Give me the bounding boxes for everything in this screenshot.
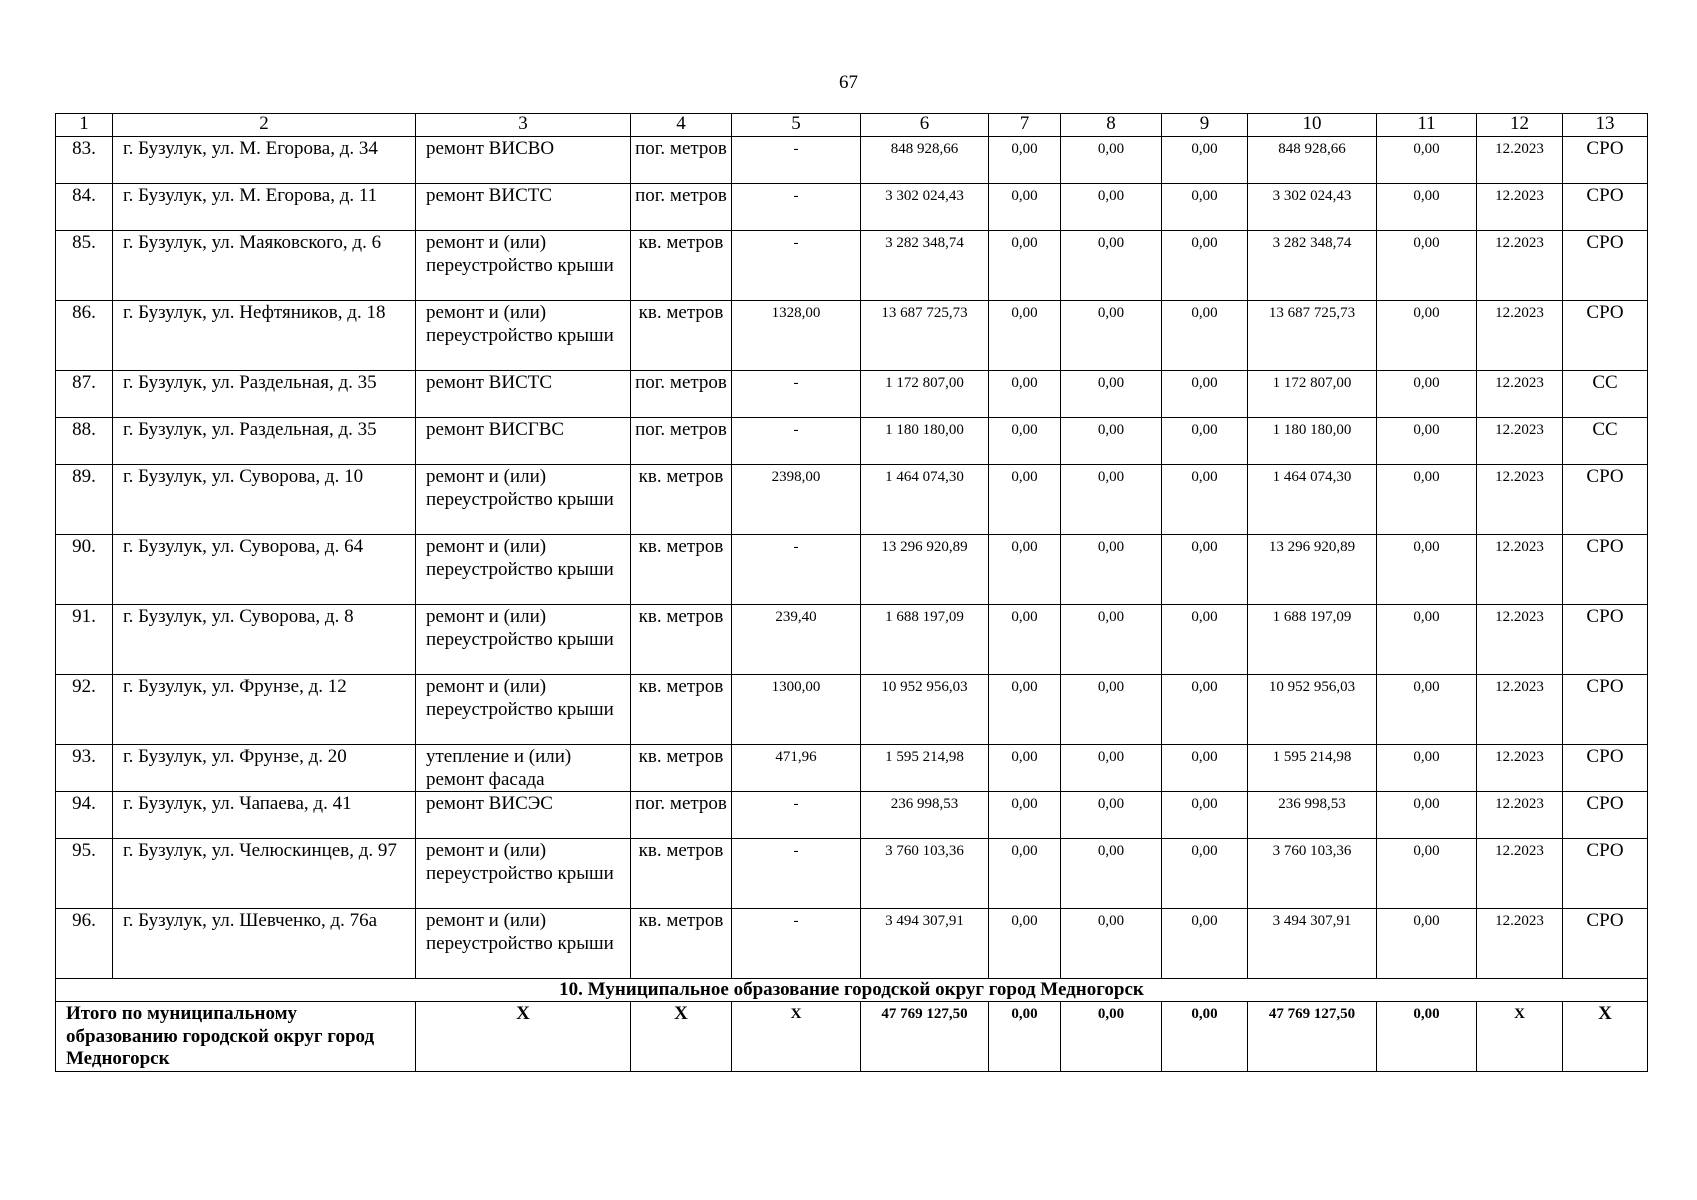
- unit-cell: пог. метров: [631, 184, 732, 231]
- federal-funds-cell: 0,00: [989, 231, 1061, 301]
- other-funds-cell: 0,00: [1377, 605, 1477, 675]
- local-funds-cell: 0,00: [1162, 301, 1248, 371]
- local-funds-cell: 0,00: [1162, 605, 1248, 675]
- regional-funds-cell: 0,00: [1061, 184, 1162, 231]
- address-cell: г. Бузулук, ул. Нефтяников, д. 18: [113, 301, 416, 371]
- total-c5-cell: X: [732, 1002, 861, 1072]
- other-funds-cell: 0,00: [1377, 418, 1477, 465]
- column-number-11: 11: [1377, 114, 1477, 137]
- unit-cell: кв. метров: [631, 605, 732, 675]
- total-c6-cell: 47 769 127,50: [861, 1002, 989, 1072]
- work-type-cell: утепление и (или) ремонт фасада: [416, 745, 631, 792]
- regional-funds-cell: 0,00: [1061, 675, 1162, 745]
- other-funds-cell: 0,00: [1377, 301, 1477, 371]
- volume-cell: 2398,00: [732, 465, 861, 535]
- address-cell: г. Бузулук, ул. Маяковского, д. 6: [113, 231, 416, 301]
- row-number-cell: 95.: [56, 839, 113, 909]
- method-cell: СРО: [1563, 137, 1648, 184]
- unit-cell: пог. метров: [631, 418, 732, 465]
- owner-funds-cell: 1 595 214,98: [1248, 745, 1377, 792]
- address-cell: г. Бузулук, ул. Суворова, д. 8: [113, 605, 416, 675]
- completion-date-cell: 12.2023: [1477, 371, 1563, 418]
- row-number-cell: 84.: [56, 184, 113, 231]
- table-row: [56, 675, 1648, 745]
- regional-funds-cell: 0,00: [1061, 231, 1162, 301]
- completion-date-cell: 12.2023: [1477, 418, 1563, 465]
- regional-funds-cell: 0,00: [1061, 605, 1162, 675]
- method-cell: СС: [1563, 371, 1648, 418]
- owner-funds-cell: 1 688 197,09: [1248, 605, 1377, 675]
- total-cost-cell: 10 952 956,03: [861, 675, 989, 745]
- column-number-9: 9: [1162, 114, 1248, 137]
- method-cell: СРО: [1563, 675, 1648, 745]
- column-number-3: 3: [416, 114, 631, 137]
- work-type-cell: ремонт ВИСТС: [416, 184, 631, 231]
- volume-cell: 239,40: [732, 605, 861, 675]
- local-funds-cell: 0,00: [1162, 535, 1248, 605]
- row-number-cell: 93.: [56, 745, 113, 792]
- other-funds-cell: 0,00: [1377, 231, 1477, 301]
- volume-cell: -: [732, 371, 861, 418]
- row-number-cell: 86.: [56, 301, 113, 371]
- completion-date-cell: 12.2023: [1477, 792, 1563, 839]
- local-funds-cell: 0,00: [1162, 909, 1248, 979]
- repair-program-table: [55, 113, 1648, 1072]
- regional-funds-cell: 0,00: [1061, 535, 1162, 605]
- other-funds-cell: 0,00: [1377, 465, 1477, 535]
- unit-cell: кв. метров: [631, 839, 732, 909]
- column-number-7: 7: [989, 114, 1061, 137]
- other-funds-cell: 0,00: [1377, 839, 1477, 909]
- address-cell: г. Бузулук, ул. Суворова, д. 10: [113, 465, 416, 535]
- table-row: [56, 605, 1648, 675]
- volume-cell: -: [732, 535, 861, 605]
- completion-date-cell: 12.2023: [1477, 184, 1563, 231]
- total-cost-cell: 1 172 807,00: [861, 371, 989, 418]
- regional-funds-cell: 0,00: [1061, 371, 1162, 418]
- row-number-cell: 85.: [56, 231, 113, 301]
- work-type-cell: ремонт ВИСГВС: [416, 418, 631, 465]
- unit-cell: пог. метров: [631, 371, 732, 418]
- completion-date-cell: 12.2023: [1477, 301, 1563, 371]
- total-cost-cell: 3 494 307,91: [861, 909, 989, 979]
- local-funds-cell: 0,00: [1162, 675, 1248, 745]
- method-cell: СРО: [1563, 745, 1648, 792]
- work-type-cell: ремонт ВИСЭС: [416, 792, 631, 839]
- regional-funds-cell: 0,00: [1061, 465, 1162, 535]
- federal-funds-cell: 0,00: [989, 745, 1061, 792]
- regional-funds-cell: 0,00: [1061, 792, 1162, 839]
- column-number-row: [56, 114, 1648, 137]
- federal-funds-cell: 0,00: [989, 184, 1061, 231]
- total-cost-cell: 1 688 197,09: [861, 605, 989, 675]
- address-cell: г. Бузулук, ул. Раздельная, д. 35: [113, 418, 416, 465]
- method-cell: СРО: [1563, 465, 1648, 535]
- total-cost-cell: 1 595 214,98: [861, 745, 989, 792]
- owner-funds-cell: 3 302 024,43: [1248, 184, 1377, 231]
- table-row: [56, 418, 1648, 465]
- total-c13-cell: X: [1563, 1002, 1648, 1072]
- total-cost-cell: 13 687 725,73: [861, 301, 989, 371]
- completion-date-cell: 12.2023: [1477, 231, 1563, 301]
- total-cost-cell: 1 180 180,00: [861, 418, 989, 465]
- volume-cell: 1300,00: [732, 675, 861, 745]
- address-cell: г. Бузулук, ул. Чапаева, д. 41: [113, 792, 416, 839]
- owner-funds-cell: 1 180 180,00: [1248, 418, 1377, 465]
- column-number-4: 4: [631, 114, 732, 137]
- row-number-cell: 87.: [56, 371, 113, 418]
- owner-funds-cell: 10 952 956,03: [1248, 675, 1377, 745]
- total-cost-cell: 3 282 348,74: [861, 231, 989, 301]
- owner-funds-cell: 848 928,66: [1248, 137, 1377, 184]
- federal-funds-cell: 0,00: [989, 418, 1061, 465]
- table-row: [56, 745, 1648, 792]
- unit-cell: кв. метров: [631, 675, 732, 745]
- federal-funds-cell: 0,00: [989, 792, 1061, 839]
- section-heading-row: [56, 979, 1648, 1002]
- volume-cell: -: [732, 909, 861, 979]
- work-type-cell: ремонт и (или) переустройство крыши: [416, 605, 631, 675]
- volume-cell: -: [732, 792, 861, 839]
- address-cell: г. Бузулук, ул. Суворова, д. 64: [113, 535, 416, 605]
- federal-funds-cell: 0,00: [989, 839, 1061, 909]
- regional-funds-cell: 0,00: [1061, 839, 1162, 909]
- table-row: [56, 909, 1648, 979]
- unit-cell: пог. метров: [631, 792, 732, 839]
- total-cost-cell: 848 928,66: [861, 137, 989, 184]
- method-cell: СС: [1563, 418, 1648, 465]
- method-cell: СРО: [1563, 605, 1648, 675]
- total-c11-cell: 0,00: [1377, 1002, 1477, 1072]
- volume-cell: -: [732, 184, 861, 231]
- work-type-cell: ремонт и (или) переустройство крыши: [416, 535, 631, 605]
- completion-date-cell: 12.2023: [1477, 839, 1563, 909]
- total-c7-cell: 0,00: [989, 1002, 1061, 1072]
- column-number-2: 2: [113, 114, 416, 137]
- regional-funds-cell: 0,00: [1061, 137, 1162, 184]
- column-number-1: 1: [56, 114, 113, 137]
- local-funds-cell: 0,00: [1162, 418, 1248, 465]
- unit-cell: кв. метров: [631, 465, 732, 535]
- address-cell: г. Бузулук, ул. Раздельная, д. 35: [113, 371, 416, 418]
- row-number-cell: 96.: [56, 909, 113, 979]
- row-number-cell: 89.: [56, 465, 113, 535]
- unit-cell: кв. метров: [631, 745, 732, 792]
- work-type-cell: ремонт и (или) переустройство крыши: [416, 301, 631, 371]
- owner-funds-cell: 13 687 725,73: [1248, 301, 1377, 371]
- total-cost-cell: 3 760 103,36: [861, 839, 989, 909]
- local-funds-cell: 0,00: [1162, 184, 1248, 231]
- table-row: [56, 839, 1648, 909]
- unit-cell: кв. метров: [631, 909, 732, 979]
- row-number-cell: 90.: [56, 535, 113, 605]
- local-funds-cell: 0,00: [1162, 137, 1248, 184]
- other-funds-cell: 0,00: [1377, 371, 1477, 418]
- completion-date-cell: 12.2023: [1477, 605, 1563, 675]
- total-c9-cell: 0,00: [1162, 1002, 1248, 1072]
- work-type-cell: ремонт и (или) переустройство крыши: [416, 465, 631, 535]
- unit-cell: кв. метров: [631, 535, 732, 605]
- other-funds-cell: 0,00: [1377, 535, 1477, 605]
- owner-funds-cell: 3 494 307,91: [1248, 909, 1377, 979]
- row-number-cell: 91.: [56, 605, 113, 675]
- federal-funds-cell: 0,00: [989, 535, 1061, 605]
- owner-funds-cell: 1 464 074,30: [1248, 465, 1377, 535]
- table-row: [56, 465, 1648, 535]
- owner-funds-cell: 13 296 920,89: [1248, 535, 1377, 605]
- column-number-5: 5: [732, 114, 861, 137]
- table-row: [56, 535, 1648, 605]
- total-c3-cell: X: [416, 1002, 631, 1072]
- volume-cell: 471,96: [732, 745, 861, 792]
- completion-date-cell: 12.2023: [1477, 745, 1563, 792]
- completion-date-cell: 12.2023: [1477, 675, 1563, 745]
- unit-cell: пог. метров: [631, 137, 732, 184]
- method-cell: СРО: [1563, 839, 1648, 909]
- local-funds-cell: 0,00: [1162, 371, 1248, 418]
- federal-funds-cell: 0,00: [989, 371, 1061, 418]
- method-cell: СРО: [1563, 535, 1648, 605]
- total-c4-cell: X: [631, 1002, 732, 1072]
- completion-date-cell: 12.2023: [1477, 909, 1563, 979]
- table-row: [56, 137, 1648, 184]
- volume-cell: -: [732, 418, 861, 465]
- federal-funds-cell: 0,00: [989, 675, 1061, 745]
- total-cost-cell: 13 296 920,89: [861, 535, 989, 605]
- local-funds-cell: 0,00: [1162, 745, 1248, 792]
- page-number: 67: [839, 72, 858, 93]
- table-row: [56, 301, 1648, 371]
- address-cell: г. Бузулук, ул. Фрунзе, д. 12: [113, 675, 416, 745]
- method-cell: СРО: [1563, 231, 1648, 301]
- other-funds-cell: 0,00: [1377, 909, 1477, 979]
- address-cell: г. Бузулук, ул. М. Егорова, д. 34: [113, 137, 416, 184]
- completion-date-cell: 12.2023: [1477, 137, 1563, 184]
- federal-funds-cell: 0,00: [989, 465, 1061, 535]
- other-funds-cell: 0,00: [1377, 137, 1477, 184]
- other-funds-cell: 0,00: [1377, 675, 1477, 745]
- local-funds-cell: 0,00: [1162, 465, 1248, 535]
- owner-funds-cell: 236 998,53: [1248, 792, 1377, 839]
- total-row: [56, 1002, 1648, 1072]
- method-cell: СРО: [1563, 909, 1648, 979]
- local-funds-cell: 0,00: [1162, 231, 1248, 301]
- method-cell: СРО: [1563, 792, 1648, 839]
- completion-date-cell: 12.2023: [1477, 535, 1563, 605]
- column-number-6: 6: [861, 114, 989, 137]
- column-number-8: 8: [1061, 114, 1162, 137]
- completion-date-cell: 12.2023: [1477, 465, 1563, 535]
- section-heading: 10. Муниципальное образование городской округ город Медногорск: [56, 979, 1648, 1002]
- federal-funds-cell: 0,00: [989, 605, 1061, 675]
- regional-funds-cell: 0,00: [1061, 909, 1162, 979]
- regional-funds-cell: 0,00: [1061, 301, 1162, 371]
- unit-cell: кв. метров: [631, 231, 732, 301]
- table-row: [56, 371, 1648, 418]
- address-cell: г. Бузулук, ул. Челюскинцев, д. 97: [113, 839, 416, 909]
- row-number-cell: 92.: [56, 675, 113, 745]
- work-type-cell: ремонт ВИСТС: [416, 371, 631, 418]
- volume-cell: -: [732, 231, 861, 301]
- method-cell: СРО: [1563, 301, 1648, 371]
- volume-cell: 1328,00: [732, 301, 861, 371]
- federal-funds-cell: 0,00: [989, 301, 1061, 371]
- address-cell: г. Бузулук, ул. М. Егорова, д. 11: [113, 184, 416, 231]
- work-type-cell: ремонт и (или) переустройство крыши: [416, 839, 631, 909]
- row-number-cell: 88.: [56, 418, 113, 465]
- table-row: [56, 231, 1648, 301]
- regional-funds-cell: 0,00: [1061, 745, 1162, 792]
- address-cell: г. Бузулук, ул. Шевченко, д. 76а: [113, 909, 416, 979]
- total-c8-cell: 0,00: [1061, 1002, 1162, 1072]
- federal-funds-cell: 0,00: [989, 909, 1061, 979]
- owner-funds-cell: 1 172 807,00: [1248, 371, 1377, 418]
- total-c10-cell: 47 769 127,50: [1248, 1002, 1377, 1072]
- total-c12-cell: X: [1477, 1002, 1563, 1072]
- table-row: [56, 184, 1648, 231]
- owner-funds-cell: 3 282 348,74: [1248, 231, 1377, 301]
- other-funds-cell: 0,00: [1377, 792, 1477, 839]
- work-type-cell: ремонт ВИСВО: [416, 137, 631, 184]
- total-cost-cell: 1 464 074,30: [861, 465, 989, 535]
- method-cell: СРО: [1563, 184, 1648, 231]
- total-cost-cell: 3 302 024,43: [861, 184, 989, 231]
- column-number-12: 12: [1477, 114, 1563, 137]
- volume-cell: -: [732, 839, 861, 909]
- row-number-cell: 94.: [56, 792, 113, 839]
- work-type-cell: ремонт и (или) переустройство крыши: [416, 675, 631, 745]
- regional-funds-cell: 0,00: [1061, 418, 1162, 465]
- work-type-cell: ремонт и (или) переустройство крыши: [416, 231, 631, 301]
- federal-funds-cell: 0,00: [989, 137, 1061, 184]
- unit-cell: кв. метров: [631, 301, 732, 371]
- local-funds-cell: 0,00: [1162, 792, 1248, 839]
- column-number-13: 13: [1563, 114, 1648, 137]
- total-label: Итого по муниципальному образованию городской округ город Медногорск: [56, 1002, 416, 1072]
- table-row: [56, 792, 1648, 839]
- volume-cell: -: [732, 137, 861, 184]
- address-cell: г. Бузулук, ул. Фрунзе, д. 20: [113, 745, 416, 792]
- owner-funds-cell: 3 760 103,36: [1248, 839, 1377, 909]
- total-cost-cell: 236 998,53: [861, 792, 989, 839]
- column-number-10: 10: [1248, 114, 1377, 137]
- local-funds-cell: 0,00: [1162, 839, 1248, 909]
- other-funds-cell: 0,00: [1377, 745, 1477, 792]
- row-number-cell: 83.: [56, 137, 113, 184]
- other-funds-cell: 0,00: [1377, 184, 1477, 231]
- work-type-cell: ремонт и (или) переустройство крыши: [416, 909, 631, 979]
